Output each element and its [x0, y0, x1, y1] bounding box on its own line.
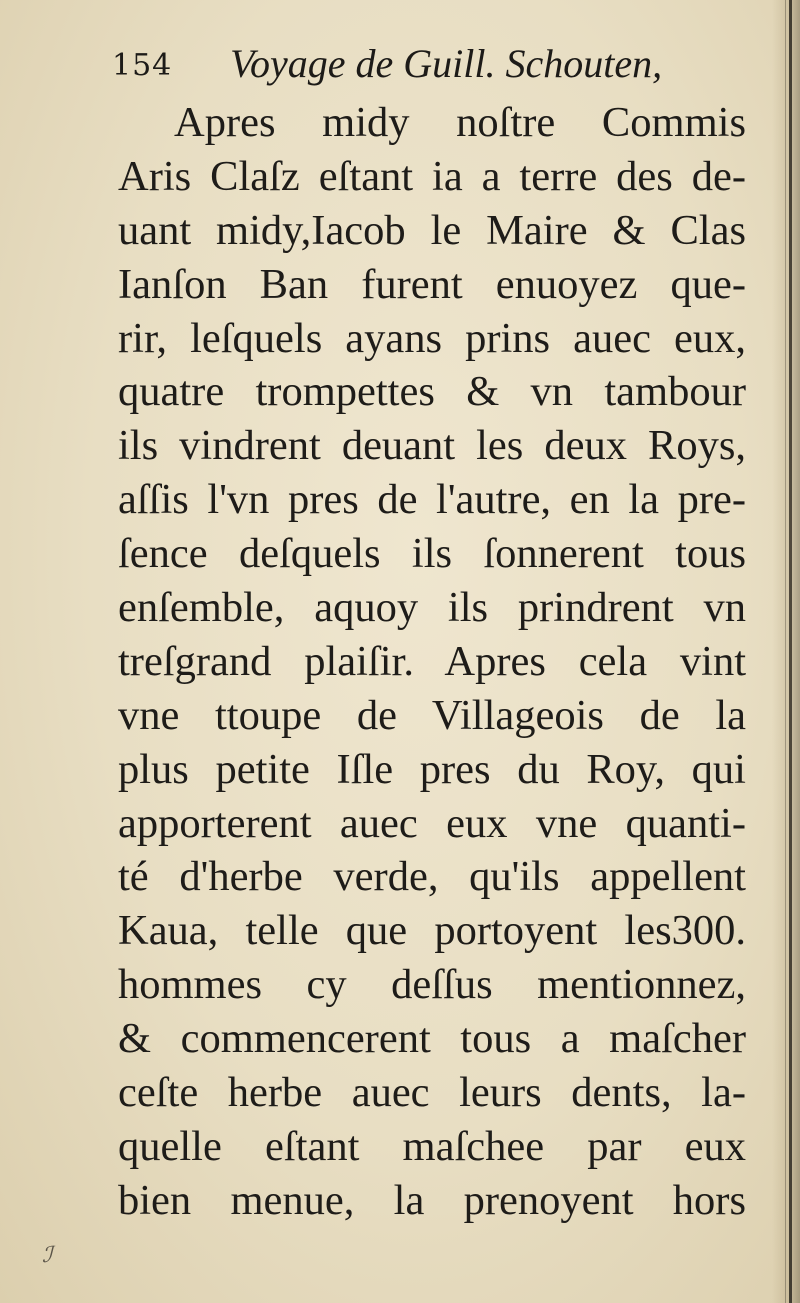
running-title: Voyage de Guill. Schouten,: [230, 41, 663, 86]
page-edge-line: [789, 0, 792, 1303]
text-line: ils vindrent deuant les deux Roys,: [118, 422, 746, 470]
text-line: uant midy,Iacob le Maire & Clas: [118, 206, 746, 254]
page-edge-shadow: [772, 0, 800, 1303]
text-line: vne ttoupe de Villageois de la: [118, 691, 746, 739]
text-line: & commencerent tous a maſcher: [118, 1015, 746, 1063]
text-line: té d'herbe verde, qu'ils appellent: [118, 853, 746, 901]
text-line: plus petite Iſle pres du Roy, qui: [118, 745, 746, 793]
page-edge-line-thin: [785, 0, 786, 1303]
text-line: apporterent auec eux vne quanti-: [118, 799, 746, 847]
text-line: Aris Claſz eſtant ia a terre des de-: [118, 152, 746, 200]
text-line: quelle eſtant maſchee par eux: [118, 1122, 746, 1170]
text-line: ceſte herbe auec leurs dents, la-: [118, 1069, 746, 1117]
page-number: 154: [112, 48, 173, 83]
page-header: [112, 40, 712, 96]
margin-mark: ℐ: [42, 1242, 53, 1267]
body-text: [118, 96, 746, 1228]
text-line: rir, leſquels ayans prins auec eux,: [118, 314, 746, 362]
text-line: bien menue, la prenoyent hors: [118, 1176, 746, 1224]
text-line: enſemble, aquoy ils prindrent vn: [118, 584, 746, 632]
text-line: ſence deſquels ils ſonnerent tous: [118, 530, 746, 578]
text-line: hommes cy deſſus mentionnez,: [118, 961, 746, 1009]
text-line: Apres midy noſtre Commis: [174, 99, 746, 146]
text-line: Kaua, telle que portoyent les300.: [118, 907, 746, 955]
text-line: aſſis l'vn pres de l'autre, en la pre-: [118, 476, 746, 524]
text-line: treſgrand plaiſir. Apres cela vint: [118, 637, 746, 685]
text-line: quatre trompettes & vn tambour: [118, 368, 746, 416]
text-line: Ianſon Ban furent enuoyez que-: [118, 260, 746, 308]
